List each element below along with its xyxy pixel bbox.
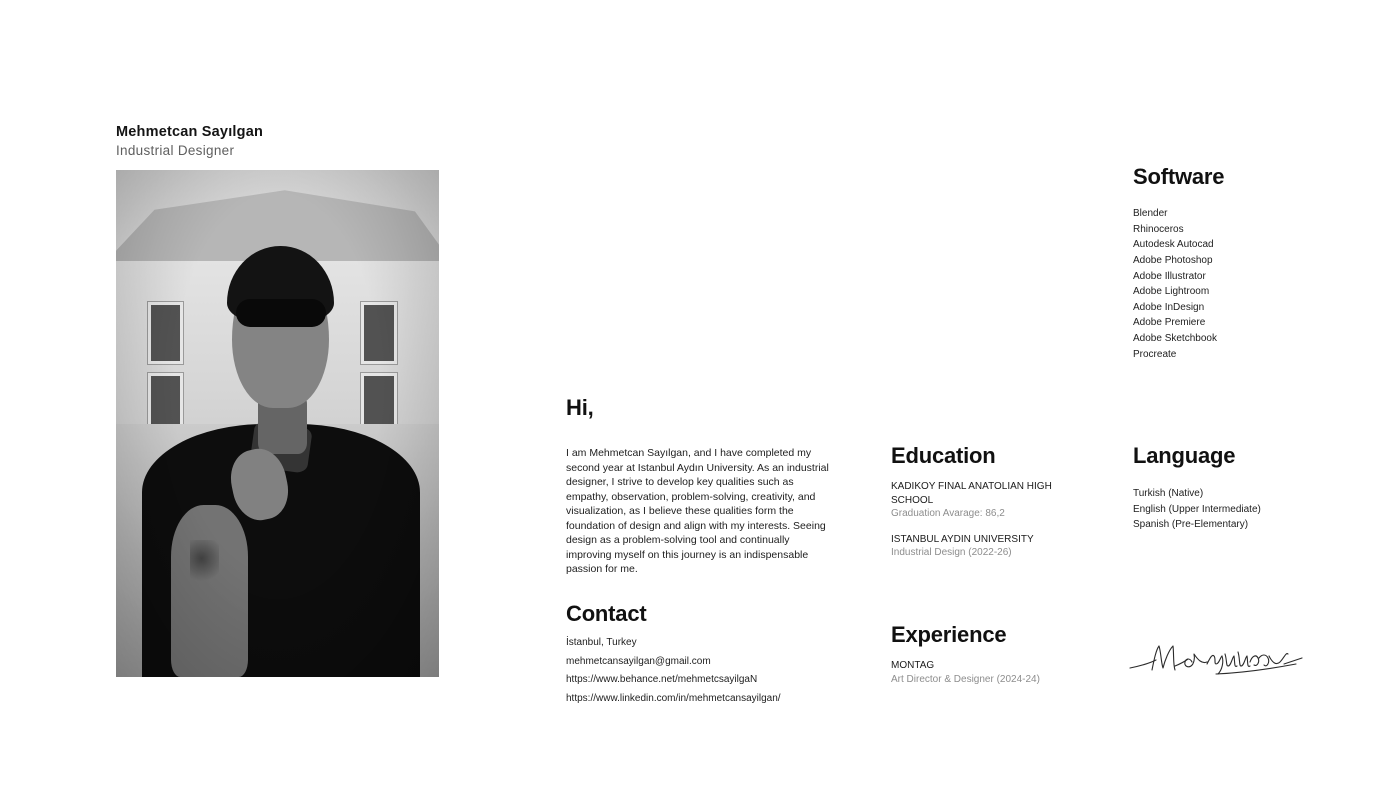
experience-company: MONTAG (891, 660, 935, 672)
page-title: Mehmetcan Sayılgan (116, 124, 264, 140)
experience-section (891, 623, 1091, 686)
list-item: Adobe InDesign (1133, 301, 1205, 313)
contact-linkedin-link[interactable]: https://www.linkedin.com/in/mehmetcansayilgan/ (566, 692, 781, 704)
photo-vignette (116, 170, 439, 677)
list-item: Adobe Premiere (1133, 317, 1206, 329)
list-item: Rhinoceros (1133, 223, 1184, 235)
portrait-photo (116, 170, 439, 677)
contact-behance-link[interactable]: https://www.behance.net/mehmetcsayilgaN (566, 674, 758, 686)
intro-section (566, 396, 836, 577)
list-item: Autodesk Autocad (1133, 239, 1214, 251)
education-detail: Graduation Avarage: 86,2 (891, 508, 1005, 520)
education-entry (891, 480, 1081, 521)
education-detail: Industrial Design (2022-26) (891, 547, 1012, 559)
experience-detail: Art Director & Designer (2024-24) (891, 673, 1040, 685)
language-section (1133, 444, 1323, 533)
language-title: Language (1133, 443, 1236, 468)
experience-entry (891, 659, 1091, 686)
intro-text: I am Mehmetcan Sayılgan, and I have completed my second year at Istanbul Aydın University. As an industrial designer, I strive to develop key qualities such as empathy, observation, problem-solving, creativity, and visualization, as I believe these qualities form the foundation of design and align with my interests. Seeing design as a problem-solving tool and continually improving myself on this journey is an indispensable passion for me. (566, 447, 829, 576)
signature-icon (1128, 640, 1304, 684)
list-item: Adobe Illustrator (1133, 270, 1206, 282)
contact-title: Contact (566, 601, 647, 626)
name-block (116, 123, 263, 160)
list-item: Turkish (Native) (1133, 488, 1204, 500)
list-item: Adobe Photoshop (1133, 254, 1213, 266)
education-school: KADIKOY FINAL ANATOLIAN HIGH SCHOOL (891, 481, 1052, 506)
portrait-photo-art (116, 170, 439, 677)
job-title: Industrial Designer (116, 143, 235, 159)
list-item: Adobe Lightroom (1133, 286, 1210, 298)
list-item: Adobe Sketchbook (1133, 332, 1217, 344)
list-item: Procreate (1133, 348, 1177, 360)
software-section (1133, 165, 1313, 362)
education-school: ISTANBUL AYDIN UNIVERSITY (891, 533, 1034, 545)
list-item: English (Upper Intermediate) (1133, 503, 1261, 515)
contact-location: İstanbul, Turkey (566, 637, 637, 649)
intro-title: Hi, (566, 395, 594, 420)
education-entry (891, 533, 1081, 560)
contact-section (566, 602, 856, 706)
software-title: Software (1133, 164, 1225, 189)
list-item: Blender (1133, 208, 1168, 220)
contact-email[interactable]: mehmetcansayilgan@gmail.com (566, 655, 711, 667)
experience-title: Experience (891, 622, 1007, 647)
list-item: Spanish (Pre-Elementary) (1133, 519, 1249, 531)
education-section (891, 444, 1081, 572)
education-title: Education (891, 443, 996, 468)
